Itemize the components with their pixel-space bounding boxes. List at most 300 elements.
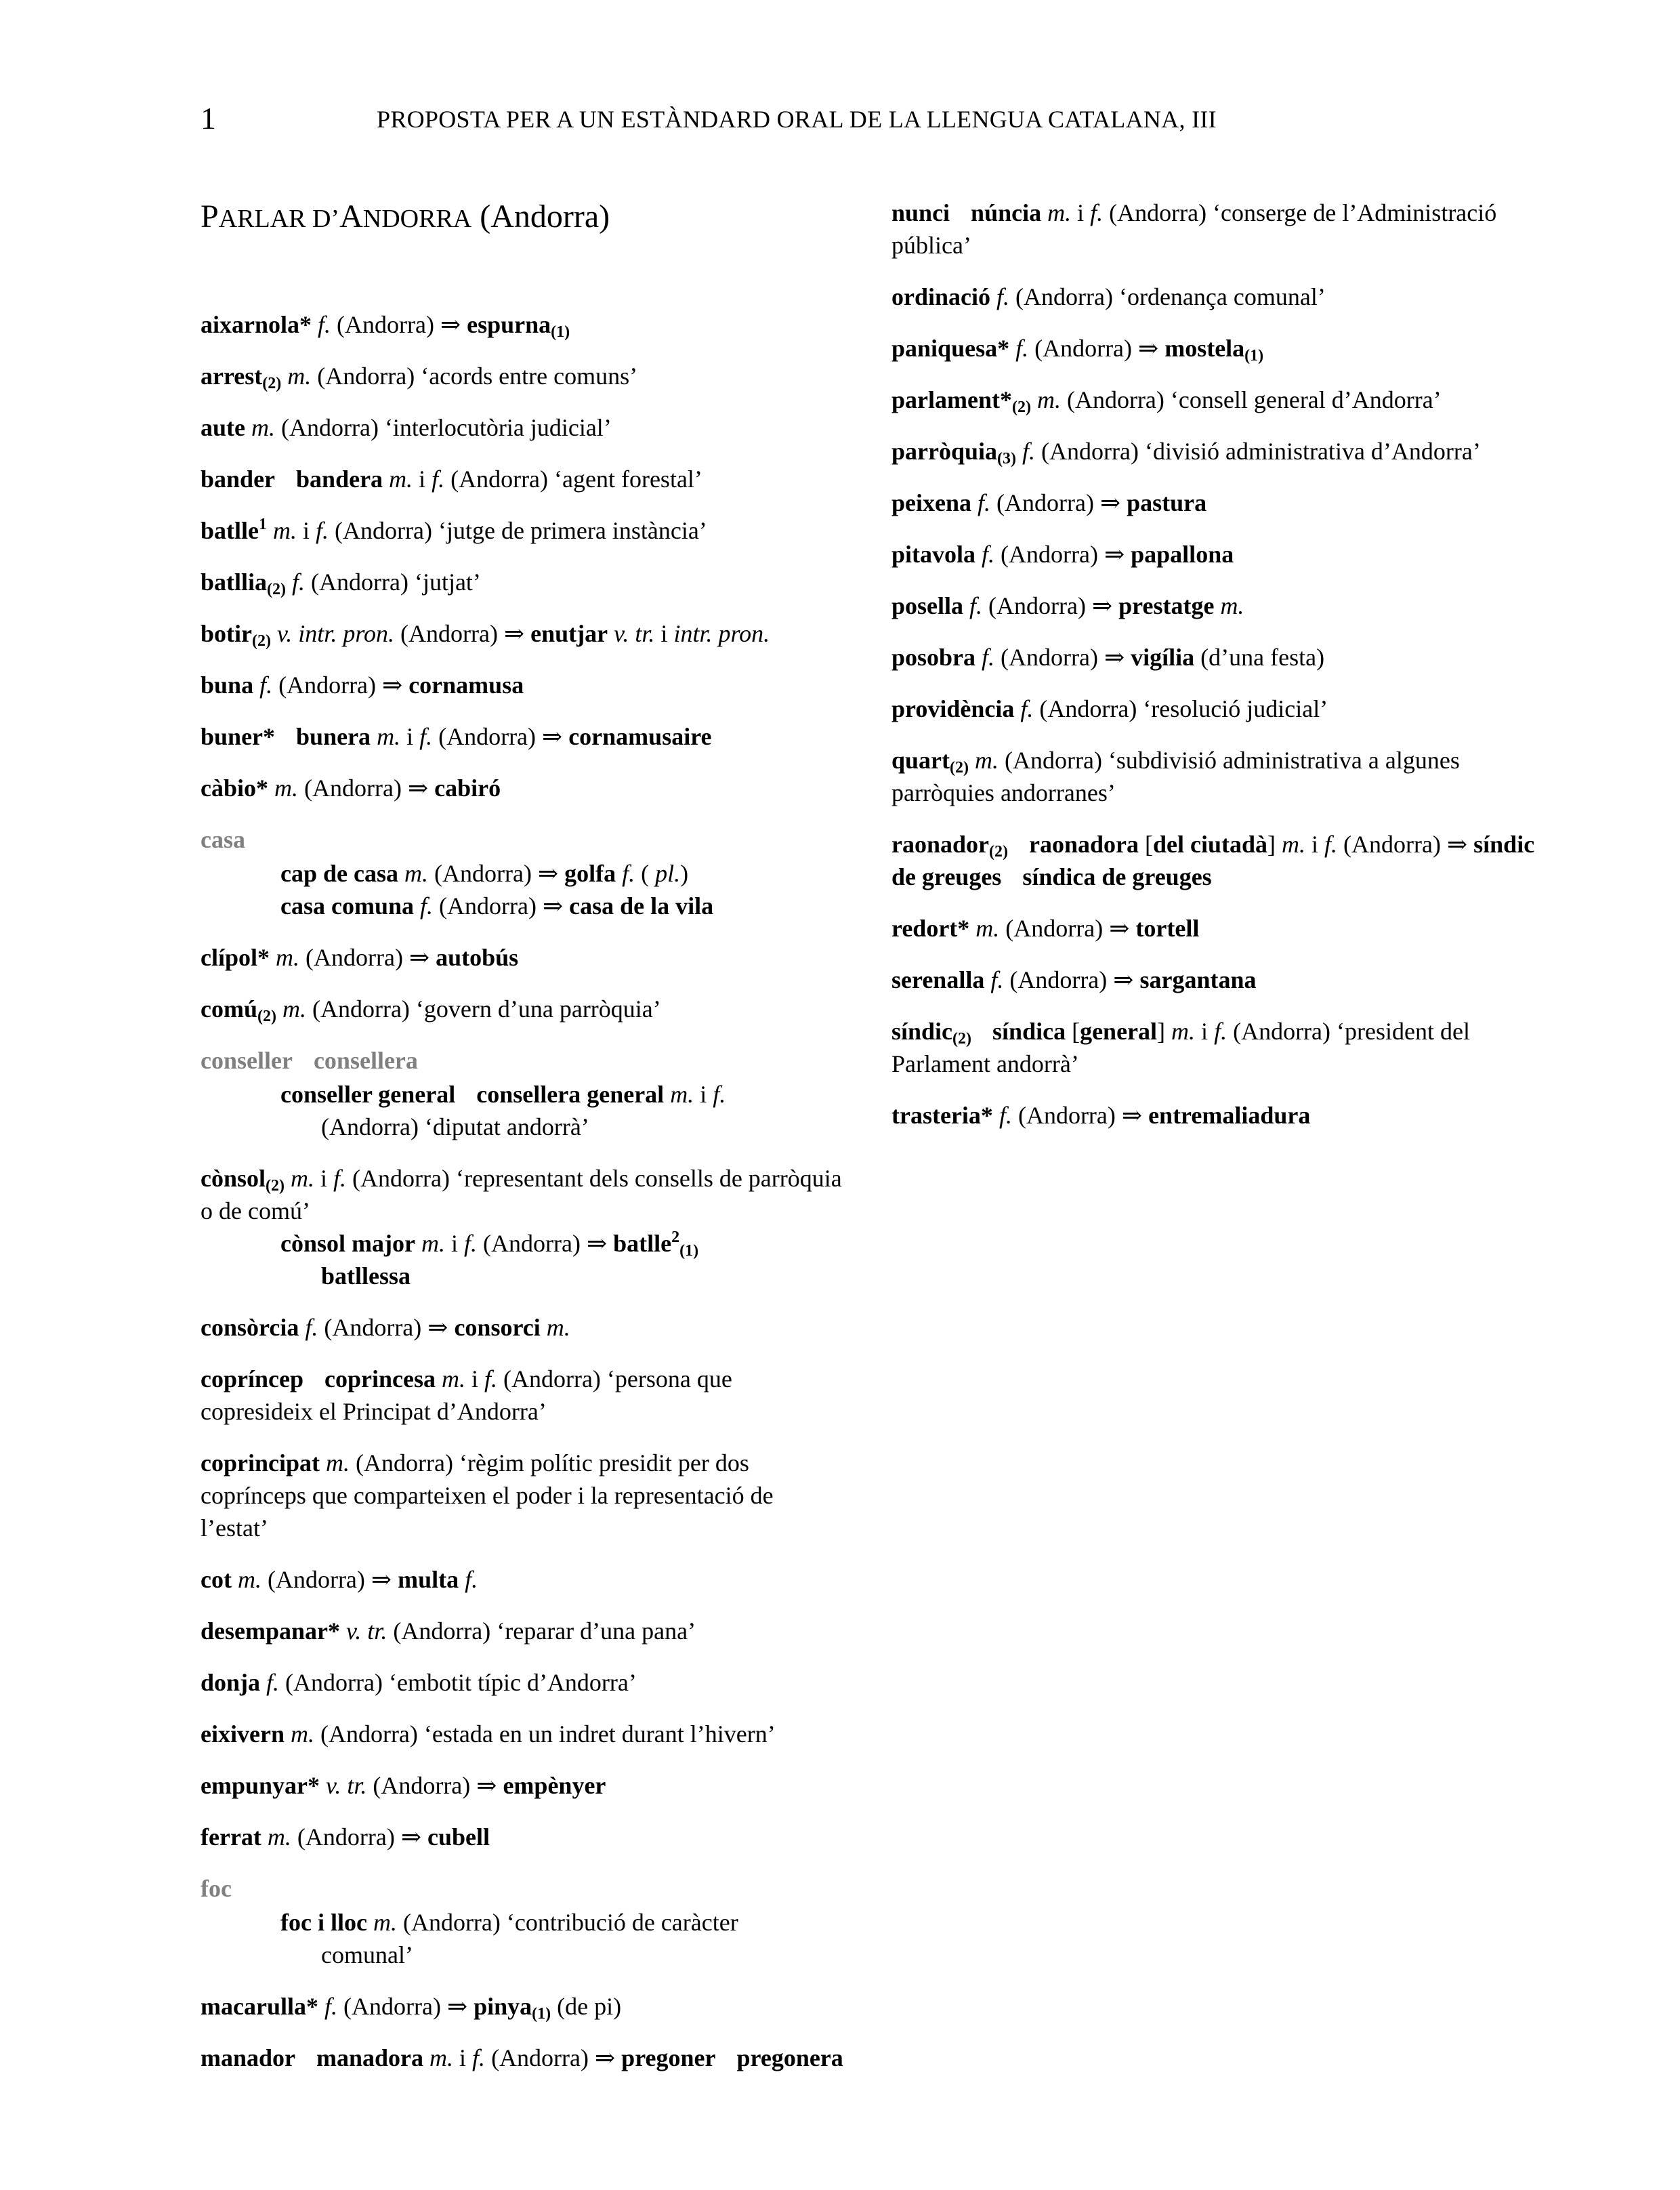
text-run: ‘president del Parlament andorrà’ [891,1018,1470,1077]
bold-term: pitavola [891,541,976,568]
text-run: (Andorra) [321,1113,419,1140]
bold-term: providència [891,695,1015,722]
group-head-casa: casa [201,826,245,853]
entry-sindic [891,1015,1535,1080]
bold-term: síndica de greuges [1022,863,1212,890]
text-run: (Andorra) [352,1165,450,1192]
text-run: ‘embotit típic d’Andorra’ [388,1669,637,1696]
text-run: ) [680,860,689,887]
grammar-label: v. tr. [326,1772,367,1799]
bold-term: batlle [201,517,259,544]
group-head-foc: foc [201,1875,232,1902]
bold-term: cònsol [201,1165,266,1192]
sense-number: (1) [679,1242,699,1260]
bold-term: autobús [436,944,519,971]
arrow-icon: ⇒ [503,620,525,647]
arrow-icon: ⇒ [542,892,564,920]
text-run: (Andorra) [1066,386,1164,413]
text-run: (Andorra) [335,517,432,544]
text-run: (Andorra) [337,311,434,338]
group-casa [201,823,844,922]
bold-term: mostela [1164,335,1245,362]
subentry-cap-de-casa [201,857,844,890]
bold-term: bandera [296,466,383,493]
text-run: (Andorra) [267,1566,365,1593]
text-run: ‘persona que copresideix el Principat d’Andorra’ [201,1365,732,1425]
grammar-label: f. [1022,438,1036,465]
grammar-label: v. tr. [346,1617,387,1645]
bold-term: cot [201,1566,232,1593]
grammar-label: f. [266,1669,280,1696]
entry-clipol [201,941,844,974]
grammar-label: m. [421,1230,445,1257]
grammar-label: f. [419,723,433,750]
bold-term: consorci [454,1314,541,1341]
text-run: (Andorra) [1041,438,1139,465]
arrow-icon: ⇒ [595,2044,616,2071]
text-run: ‘règim polític presidit per dos coprínceps que comparteixen el poder i la representació de l’estat’ [201,1449,774,1542]
text-run: ‘ordenança comunal’ [1118,283,1326,310]
bold-term: ordinació [891,283,991,310]
bold-term: macarulla* [201,1993,318,2020]
bold-term: núncia [971,199,1042,226]
entry-trasteria [891,1099,1535,1132]
bold-term: multa [398,1566,459,1593]
entry-aixarnola [201,308,844,341]
entry-consorcia [201,1311,844,1344]
homonym-number: 1 [259,516,267,533]
text-run: conseller [201,1047,293,1074]
text-run: (Andorra) [297,1823,395,1851]
text-run: i [406,723,414,750]
entry-ferrat [201,1821,844,1853]
text-run: (Andorra) [317,363,415,390]
bold-term: copríncep [201,1365,303,1392]
bold-term: trasteria* [891,1102,993,1129]
arrow-icon: ⇒ [1091,592,1113,619]
grammar-label: f. [982,541,995,568]
text-run: (Andorra) [1343,831,1441,858]
bold-term: casa comuna [280,892,414,920]
grammar-label: f. [990,966,1004,993]
sense-number: (1) [551,323,570,341]
bold-term: enutjar [530,620,608,647]
text-run: ‘jutjat’ [414,569,481,596]
text-run: i [419,466,426,493]
sense-number: (2) [1011,398,1031,416]
bold-term: papallona [1131,541,1234,568]
text-run: i [459,2044,467,2071]
bold-term: golfa [564,860,616,887]
bold-term: manadora [316,2044,424,2071]
arrow-icon: ⇒ [1113,966,1134,993]
bold-term: clípol* [201,944,270,971]
grammar-label: m. [1282,831,1305,858]
bold-term: vigília [1131,644,1195,671]
grammar-label: m. [429,2044,454,2071]
text-run: A [339,199,363,234]
grammar-label: f. [999,1102,1012,1129]
bold-term: ferrat [201,1823,261,1851]
arrow-icon: ⇒ [1109,915,1130,942]
text-run: (de pi) [557,1993,622,2020]
text-run: (Andorra) [471,199,610,234]
grammar-label: f. [472,2044,486,2071]
entry-empunyar [201,1769,844,1802]
sense-number: (2) [252,632,271,650]
bold-term: parròquia [891,438,998,465]
text-run: (Andorra) [450,466,549,493]
bold-term: cornamusaire [568,723,712,750]
text-run: (Andorra) [285,1669,383,1696]
text-run: (Andorra) [996,489,1094,516]
bold-term: cap de casa [280,860,398,887]
grammar-label: f. [969,592,983,619]
grammar-label: f. [259,672,273,699]
sense-number: (2) [952,1030,972,1048]
text-run: (Andorra) [1017,1102,1116,1129]
text-run: (d’una festa) [1200,644,1325,671]
arrow-icon: ⇒ [542,723,563,750]
bold-term: quart [891,747,950,774]
text-run: comunal’ [321,1941,413,1968]
bold-term: redort* [891,915,970,942]
arrow-icon: ⇒ [440,311,461,338]
sense-number: (2) [267,581,286,598]
bold-term: peixena [891,489,972,516]
text-run: (Andorra) [320,1720,418,1748]
text-run: (Andorra) [343,1993,441,2020]
text-run: (Andorra) [491,2044,589,2071]
arrow-icon: ⇒ [427,1314,448,1341]
text-run: i [471,1365,478,1392]
arrow-icon: ⇒ [537,860,559,887]
text-run: i [450,1230,458,1257]
text-run: (Andorra) [373,1772,471,1799]
sense-number: (2) [257,1008,276,1025]
text-run: (Andorra) [1109,199,1207,226]
bold-term: desempanar* [201,1617,340,1645]
text-run: (Andorra) [306,944,403,971]
bold-term: sargantana [1139,966,1257,993]
arrow-icon: ⇒ [446,1993,468,2020]
bold-term: paniquesa* [891,335,1010,362]
grammar-label: pl. [655,860,681,887]
text-run: (Andorra) [278,672,377,699]
entry-providencia [891,693,1535,725]
grammar-label: intr. pron. [673,620,770,647]
group-foc [201,1872,844,1971]
bold-term: arrest [201,363,263,390]
grammar-label: f. [1324,831,1338,858]
sense-number: (2) [262,375,282,392]
bold-term: càbio* [201,774,269,802]
entry-parlament [891,384,1535,416]
text-run: NDORRA [362,205,472,233]
homonym-number: 2 [671,1228,680,1246]
text-run: (Andorra) [311,569,408,596]
bold-term: botir [201,620,252,647]
arrow-icon: ⇒ [586,1230,608,1257]
bold-term: cubell [427,1823,490,1851]
bold-term: del ciutadà [1152,831,1267,858]
arrow-icon: ⇒ [1121,1102,1143,1129]
entry-coprincipat [201,1447,844,1544]
arrow-icon: ⇒ [1104,541,1125,568]
grammar-label: f. [978,489,991,516]
bold-term: cabiró [434,774,501,802]
group-consol [201,1162,844,1292]
left-column [201,197,844,2093]
bold-term: manador [201,2044,296,2071]
bold-term: conseller general [280,1081,456,1108]
text-run: ‘resolució judicial’ [1143,695,1328,722]
bold-term: donja [201,1669,261,1696]
grammar-label: m. [267,1823,291,1851]
bold-term: bunera [296,723,371,750]
text-run: (Andorra) [393,1617,491,1645]
entry-serenalla [891,964,1535,996]
text-run: (Andorra) [400,620,498,647]
entry-bander [201,463,844,495]
text-run: (Andorra) [1009,966,1108,993]
text-run: i [320,1165,328,1192]
grammar-label: f. [316,517,329,544]
entry-desempanar [201,1615,844,1647]
bold-term: entremaliadura [1148,1102,1311,1129]
grammar-label: f. [1090,199,1104,226]
entry-nunci [891,197,1535,262]
grammar-label: m. [975,747,999,774]
sense-number: (1) [1244,347,1264,365]
bold-term: empènyer [503,1772,606,1799]
grammar-label: m. [287,363,312,390]
entry-arrest [201,360,844,392]
sense-number: (2) [950,759,969,777]
bold-term: pastura [1127,489,1207,516]
grammar-label: v. intr. pron. [276,620,394,647]
grammar-label: m. [670,1081,694,1108]
text-run: (Andorra) [356,1449,453,1476]
text-run: ‘contribució de caràcter [506,1909,738,1936]
grammar-label: f. [292,569,306,596]
entry-comu [201,993,844,1025]
grammar-label: f. [622,860,635,887]
grammar-label: f. [318,311,331,338]
subentry-foc-i-lloc [201,1906,844,1971]
bold-term: nunci [891,199,950,226]
entry-posella [891,590,1535,622]
bold-term: prestatge [1118,592,1215,619]
text-run: ] [1267,831,1276,858]
grammar-label: m. [326,1449,350,1476]
grammar-label: f. [996,283,1010,310]
bold-term: raonador [891,831,989,858]
bold-term: bander [201,466,276,493]
text-run: (Andorra) [402,1909,501,1936]
bold-term: síndic [891,1018,953,1045]
group-head-conseller [201,1044,844,1077]
sense-number: (1) [532,2005,551,2023]
grammar-label: f. [1214,1018,1227,1045]
bold-term: eixivern [201,1720,285,1748]
grammar-label: f. [1020,695,1034,722]
grammar-label: f. [432,466,445,493]
arrow-icon: ⇒ [382,672,403,699]
text-run: (Andorra) [304,774,402,802]
arrow-icon: ⇒ [400,1823,422,1851]
group-conseller [201,1044,844,1143]
grammar-label: m. [1036,386,1061,413]
sense-number: (2) [989,843,1008,861]
grammar-label: f. [333,1165,347,1192]
arrow-icon: ⇒ [1446,831,1468,858]
grammar-label: m. [273,517,297,544]
grammar-label: m. [389,466,413,493]
entry-batlle1 [201,514,844,547]
bold-term: posobra [891,644,976,671]
text-run: (Andorra) [438,723,537,750]
bold-term: batllessa [321,1262,411,1289]
text-run: [ [1072,1018,1080,1045]
text-run: ‘conserge de l’Administració pública’ [891,199,1497,259]
entry-botir [201,617,844,650]
grammar-label: m. [282,995,306,1022]
bold-term: pregonera [736,2044,843,2071]
bold-term: batllia [201,569,268,596]
entry-parroquia [891,435,1535,468]
text-run: (Andorra) [1015,283,1113,310]
bold-term: cornamusa [408,672,524,699]
text-run: i [303,517,310,544]
bold-term: aixarnola* [201,311,312,338]
entry-pitavola [891,538,1535,571]
text-run: P [201,199,219,234]
grammar-label: m. [377,723,401,750]
text-run: (Andorra) [988,592,1086,619]
entry-eixivern [201,1718,844,1750]
text-run: (Andorra) [1001,541,1098,568]
grammar-label: m. [975,915,1000,942]
bold-term: general [1080,1018,1158,1045]
text-run: (Andorra) [281,414,379,441]
sense-number: (2) [266,1177,285,1195]
entry-cabio [201,772,844,804]
grammar-label: m. [1220,592,1244,619]
grammar-label: m. [276,944,300,971]
bold-term: coprincipat [201,1449,320,1476]
bold-term: espurna [467,311,551,338]
text-run: (Andorra) [324,1314,422,1341]
text-run: i [1311,831,1319,858]
text-run: ‘subdivisió administrativa a algunes parròquies andorranes’ [891,747,1460,806]
text-run: ‘diputat andorrà’ [424,1113,589,1140]
text-run: ‘estada en un indret durant l’hivern’ [423,1720,776,1748]
text-run: [ [1144,831,1153,858]
grammar-label: v. tr. [614,620,655,647]
grammar-label: m. [1047,199,1072,226]
text-run: (Andorra) [1005,747,1102,774]
grammar-label: m. [441,1365,465,1392]
entry-coprincep [201,1363,844,1428]
arrow-icon: ⇒ [1104,644,1125,671]
text-run: i [1201,1018,1209,1045]
text-run: ( [641,860,650,887]
text-run: ‘reparar d’una pana’ [497,1617,696,1645]
entry-redort [891,912,1535,945]
text-run: ] [1157,1018,1166,1045]
grammar-label: f. [324,1993,337,2020]
entry-manador [201,2042,844,2074]
entry-posobra [891,641,1535,674]
text-run: i [660,620,668,647]
bold-term: síndic de greuges [891,831,1535,890]
grammar-label: f. [1015,335,1029,362]
text-run: (Andorra) [312,995,410,1022]
entry-peixena [891,487,1535,519]
entry-ordinacio [891,281,1535,313]
bold-term: serenalla [891,966,985,993]
arrow-icon: ⇒ [1138,335,1159,362]
bold-term: batlle [613,1230,672,1257]
bold-term: cònsol major [280,1230,415,1257]
entry-batllia [201,566,844,598]
grammar-label: m. [404,860,428,887]
arrow-icon: ⇒ [407,774,429,802]
grammar-label: f. [420,892,434,920]
right-column [891,197,1535,1151]
entry-buna [201,669,844,701]
bold-term: casa de la vila [569,892,714,920]
text-run: consellera [313,1047,418,1074]
bold-term: coprincesa [324,1365,436,1392]
text-run: i [700,1081,707,1108]
entry-paniquesa [891,332,1535,365]
bold-term: raonadora [1028,831,1139,858]
text-run: (Andorra) [1233,1018,1331,1045]
grammar-label: m. [373,1909,397,1936]
grammar-label: m. [251,414,275,441]
text-run: (Andorra) [483,1230,581,1257]
grammar-label: m. [237,1566,261,1593]
bold-term: pregoner [621,2044,716,2071]
text-run: (Andorra) [434,860,532,887]
grammar-label: f. [484,1365,497,1392]
section-title [201,197,844,239]
text-run: ARLAR D’ [218,205,340,233]
text-run: i [1077,199,1085,226]
subentry-consol-major [201,1227,844,1292]
grammar-label: m. [291,1165,314,1192]
text-run: ‘interlocutòria judicial’ [384,414,612,441]
text-run: ‘representant dels consells de parròquia o de comú’ [201,1165,842,1224]
bold-term: consellera general [476,1081,665,1108]
text-run [280,1260,844,1292]
arrow-icon: ⇒ [408,944,430,971]
bold-term: buner* [201,723,276,750]
entry-consol [201,1162,844,1227]
text-run: ‘jutge de primera instància’ [438,517,707,544]
arrow-icon: ⇒ [371,1566,392,1593]
bold-term: posella [891,592,964,619]
entry-cot [201,1563,844,1596]
arrow-icon: ⇒ [476,1772,497,1799]
text-run: (Andorra) [503,1365,601,1392]
grammar-label: m. [290,1720,314,1748]
grammar-label: f. [713,1081,726,1108]
bold-term: parlament* [891,386,1012,413]
entry-raonador [891,828,1535,893]
